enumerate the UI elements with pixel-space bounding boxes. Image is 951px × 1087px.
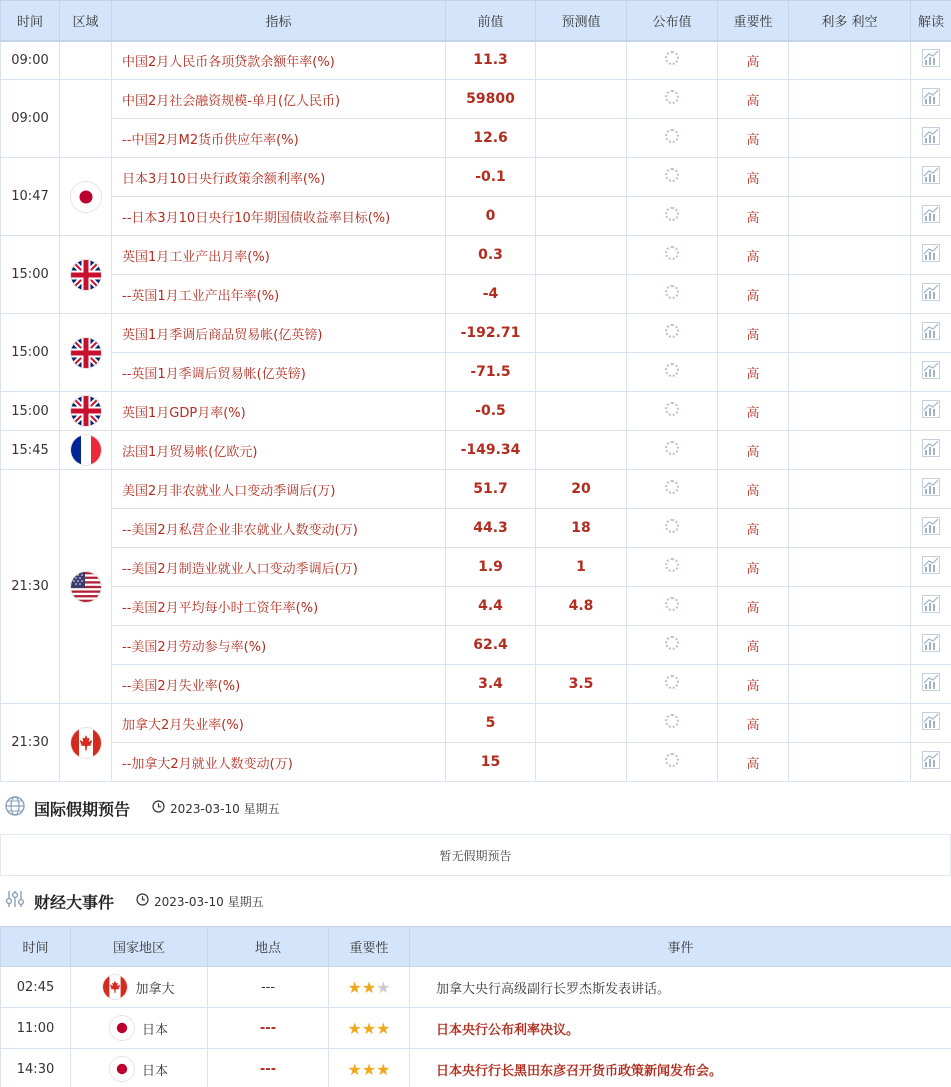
region-cell (60, 392, 112, 431)
canada-flag-icon (71, 728, 101, 758)
event-importance-stars (329, 967, 410, 1008)
chart-icon[interactable] (921, 126, 941, 150)
loading-spinner-icon (665, 285, 679, 299)
importance-value: 高 (718, 236, 789, 275)
indicator-link[interactable]: 中国2月社会融资规模-单月(亿人民币) (112, 80, 446, 119)
previous-value: 11.3 (446, 41, 536, 80)
previous-value: -4 (446, 275, 536, 314)
star-icon: ★ (347, 1059, 362, 1079)
analysis-cell[interactable] (911, 353, 951, 392)
bull-bear-cell (789, 587, 911, 626)
holiday-empty-box (0, 834, 951, 876)
event-row (1, 1049, 951, 1087)
importance-value: 高 (718, 197, 789, 236)
importance-value: 高 (718, 704, 789, 743)
events-title: 财经大事件 (34, 892, 115, 912)
loading-spinner-icon (665, 324, 679, 338)
event-time: 15:00 (1, 392, 60, 431)
region-cell (60, 704, 112, 782)
col-bull-bear: 利多 利空 (789, 1, 911, 41)
event-region (71, 1016, 207, 1040)
event-location: --- (208, 1049, 329, 1087)
calendar-row (1, 41, 951, 80)
actual-cell (627, 314, 718, 353)
calendar-row (1, 626, 951, 665)
chart-icon[interactable] (921, 750, 941, 774)
analysis-cell[interactable] (911, 665, 951, 704)
event-importance-stars (329, 1049, 410, 1087)
star-icon: ★ (361, 1018, 377, 1038)
previous-value: 51.7 (446, 470, 536, 509)
bull-bear-cell (789, 80, 911, 119)
indicator-link[interactable]: 法国1月贸易帐(亿欧元) (112, 431, 446, 470)
bull-bear-cell (789, 236, 911, 275)
japan-flag-icon (110, 1016, 134, 1040)
event-row (1, 1008, 951, 1049)
indicator-link[interactable]: --美国2月私营企业非农就业人数变动(万) (112, 509, 446, 548)
loading-spinner-icon (665, 480, 679, 494)
col-actual: 公布值 (627, 1, 718, 41)
bull-bear-cell (789, 626, 911, 665)
importance-value: 高 (718, 509, 789, 548)
event-location: --- (208, 1008, 329, 1049)
previous-value: 62.4 (446, 626, 536, 665)
bull-bear-cell (789, 665, 911, 704)
bull-bear-cell (789, 470, 911, 509)
calendar-row (1, 392, 951, 431)
loading-spinner-icon (665, 129, 679, 143)
loading-spinner-icon (665, 636, 679, 650)
previous-value: -0.5 (446, 392, 536, 431)
forecast-value: 1 (536, 548, 627, 587)
event-importance-stars (329, 1008, 410, 1049)
loading-spinner-icon (665, 168, 679, 182)
forecast-value (536, 353, 627, 392)
previous-value: -71.5 (446, 353, 536, 392)
event-region-cell (71, 1049, 208, 1087)
indicator-link[interactable]: --美国2月失业率(%) (112, 665, 446, 704)
event-region-cell (71, 1008, 208, 1049)
region-cell (60, 158, 112, 236)
col-importance: 重要性 (718, 1, 789, 41)
indicator-link[interactable]: --中国2月M2货币供应年率(%) (112, 119, 446, 158)
forecast-value (536, 119, 627, 158)
importance-value: 高 (718, 431, 789, 470)
region-cell (60, 236, 112, 314)
col-forecast: 预测值 (536, 1, 627, 41)
usa-flag-icon (71, 572, 101, 602)
indicator-link[interactable]: 英国1月工业产出月率(%) (112, 236, 446, 275)
analysis-cell[interactable] (911, 119, 951, 158)
analysis-cell[interactable] (911, 41, 951, 80)
importance-value: 高 (718, 314, 789, 353)
event-region (71, 1057, 207, 1081)
analysis-cell[interactable] (911, 392, 951, 431)
chart-icon[interactable] (921, 711, 941, 735)
importance-value: 高 (718, 392, 789, 431)
actual-cell (627, 548, 718, 587)
chart-icon[interactable] (921, 438, 941, 462)
indicator-link[interactable]: --英国1月季调后贸易帐(亿英镑) (112, 353, 446, 392)
previous-value: 0 (446, 197, 536, 236)
forecast-value (536, 392, 627, 431)
actual-cell (627, 80, 718, 119)
previous-value: 0.3 (446, 236, 536, 275)
calendar-row (1, 665, 951, 704)
calendar-row (1, 158, 951, 197)
analysis-cell[interactable] (911, 509, 951, 548)
event-region-name: 加拿大 (135, 981, 175, 997)
region-cell (60, 314, 112, 392)
bull-bear-cell (789, 743, 911, 782)
forecast-value: 20 (536, 470, 627, 509)
indicator-link[interactable]: 日本3月10日央行政策余额利率(%) (112, 158, 446, 197)
holiday-section-header (0, 782, 951, 834)
importance-value: 高 (718, 626, 789, 665)
forecast-value (536, 314, 627, 353)
loading-spinner-icon (665, 675, 679, 689)
forecast-value (536, 80, 627, 119)
calendar-row (1, 275, 951, 314)
forecast-value (536, 197, 627, 236)
indicator-link[interactable]: --日本3月10日央行10年期国债收益率目标(%) (112, 197, 446, 236)
event-time: 15:00 (1, 236, 60, 314)
previous-value: 5 (446, 704, 536, 743)
indicator-link[interactable]: --美国2月平均每小时工资年率(%) (112, 587, 446, 626)
calendar-row (1, 314, 951, 353)
holiday-title: 国际假期预告 (34, 799, 131, 819)
col-analysis: 解读 (911, 1, 951, 41)
ev-col-time: 时间 (1, 927, 71, 967)
bull-bear-cell (789, 119, 911, 158)
chart-icon[interactable] (921, 672, 941, 696)
star-icon: ★ (376, 1059, 391, 1079)
forecast-value (536, 743, 627, 782)
bull-bear-cell (789, 197, 911, 236)
chart-icon[interactable] (921, 633, 941, 657)
analysis-cell[interactable] (911, 587, 951, 626)
forecast-value (536, 704, 627, 743)
calendar-row (1, 470, 951, 509)
col-indicator: 指标 (112, 1, 446, 41)
analysis-cell[interactable] (911, 704, 951, 743)
loading-spinner-icon (665, 753, 679, 767)
importance-value: 高 (718, 665, 789, 704)
loading-spinner-icon (665, 207, 679, 221)
region-cell (60, 41, 112, 80)
loading-spinner-icon (665, 441, 679, 455)
analysis-cell[interactable] (911, 158, 951, 197)
loading-spinner-icon (665, 558, 679, 572)
ev-col-location: 地点 (208, 927, 329, 967)
calendar-header-row (1, 1, 951, 41)
event-time: 21:30 (1, 470, 60, 704)
calendar-row (1, 119, 951, 158)
uk-flag-icon (71, 338, 101, 368)
calendar-row (1, 587, 951, 626)
chart-icon[interactable] (921, 48, 941, 72)
forecast-value (536, 431, 627, 470)
actual-cell (627, 509, 718, 548)
event-description: 日本央行公布利率决议。 (410, 1008, 951, 1049)
chart-icon[interactable] (921, 165, 941, 189)
indicator-link[interactable]: 英国1月季调后商品贸易帐(亿英镑) (112, 314, 446, 353)
chart-icon[interactable] (921, 594, 941, 618)
events-header-row (1, 927, 951, 967)
region-cell (60, 431, 112, 470)
bull-bear-cell (789, 314, 911, 353)
analysis-cell[interactable] (911, 743, 951, 782)
forecast-value: 4.8 (536, 587, 627, 626)
importance-value: 高 (718, 80, 789, 119)
analysis-cell[interactable] (911, 548, 951, 587)
previous-value: 4.4 (446, 587, 536, 626)
importance-value: 高 (718, 119, 789, 158)
event-region-cell (71, 967, 208, 1008)
event-region-name: 日本 (141, 1063, 168, 1079)
region-cell (60, 80, 112, 158)
event-time: 10:47 (1, 158, 60, 236)
loading-spinner-icon (665, 402, 679, 416)
bull-bear-cell (789, 548, 911, 587)
event-location: --- (208, 967, 329, 1008)
forecast-value (536, 236, 627, 275)
loading-spinner-icon (665, 363, 679, 377)
indicator-link[interactable]: 中国2月人民币各项贷款余额年率(%) (112, 41, 446, 80)
forecast-value: 18 (536, 509, 627, 548)
calendar-row (1, 743, 951, 782)
actual-cell (627, 587, 718, 626)
indicator-link[interactable]: --英国1月工业产出年率(%) (112, 275, 446, 314)
chart-icon[interactable] (921, 321, 941, 345)
star-icon: ★ (376, 1018, 391, 1038)
chart-icon[interactable] (921, 204, 941, 228)
actual-cell (627, 236, 718, 275)
forecast-value (536, 275, 627, 314)
previous-value: 12.6 (446, 119, 536, 158)
clock-icon (136, 893, 149, 910)
calendar-row (1, 548, 951, 587)
actual-cell (627, 392, 718, 431)
previous-value: -149.34 (446, 431, 536, 470)
analysis-cell[interactable] (911, 236, 951, 275)
actual-cell (627, 41, 718, 80)
calendar-row (1, 197, 951, 236)
chart-icon[interactable] (921, 555, 941, 579)
importance-value: 高 (718, 158, 789, 197)
star-icon: ★ (361, 977, 377, 997)
star-icon: ★ (361, 1059, 377, 1079)
events-date: 2023-03-10 星期五 (154, 894, 264, 909)
events-section-header (0, 876, 951, 926)
actual-cell (627, 626, 718, 665)
chart-icon[interactable] (921, 243, 941, 267)
col-region: 区域 (60, 1, 112, 41)
calendar-row (1, 704, 951, 743)
bull-bear-cell (789, 509, 911, 548)
loading-spinner-icon (665, 51, 679, 65)
event-time: 21:30 (1, 704, 60, 782)
chart-icon[interactable] (921, 282, 941, 306)
event-description: 日本央行行长黑田东彦召开货币政策新闻发布会。 (410, 1049, 951, 1087)
ev-col-region: 国家地区 (71, 927, 208, 967)
indicator-link[interactable]: --加拿大2月就业人数变动(万) (112, 743, 446, 782)
previous-value: 15 (446, 743, 536, 782)
event-region (71, 975, 207, 999)
globe-icon (4, 795, 26, 821)
event-time: 11:00 (1, 1008, 71, 1049)
importance-value: 高 (718, 275, 789, 314)
event-region-name: 日本 (141, 1022, 168, 1038)
bull-bear-cell (789, 275, 911, 314)
chart-icon[interactable] (921, 87, 941, 111)
chart-icon[interactable] (921, 360, 941, 384)
bull-bear-cell (789, 431, 911, 470)
calendar-row (1, 431, 951, 470)
actual-cell (627, 470, 718, 509)
indicator-link[interactable]: --美国2月制造业就业人口变动季调后(万) (112, 548, 446, 587)
actual-cell (627, 119, 718, 158)
holiday-empty-text: 暂无假期预告 (439, 848, 512, 863)
calendar-row (1, 353, 951, 392)
actual-cell (627, 743, 718, 782)
calendar-row (1, 509, 951, 548)
japan-flag-icon (71, 182, 101, 212)
event-time: 09:00 (1, 80, 60, 158)
forecast-value (536, 626, 627, 665)
previous-value: 3.4 (446, 665, 536, 704)
uk-flag-icon (71, 260, 101, 290)
japan-flag-icon (110, 1057, 134, 1081)
forecast-value (536, 158, 627, 197)
holiday-date: 2023-03-10 星期五 (170, 801, 280, 816)
bull-bear-cell (789, 158, 911, 197)
previous-value: -0.1 (446, 158, 536, 197)
indicator-link[interactable]: 美国2月非农就业人口变动季调后(万) (112, 470, 446, 509)
clock-icon (152, 800, 165, 817)
actual-cell (627, 431, 718, 470)
indicator-link[interactable]: 英国1月GDP月率(%) (112, 392, 446, 431)
actual-cell (627, 275, 718, 314)
analysis-cell[interactable] (911, 275, 951, 314)
ev-col-importance: 重要性 (329, 927, 410, 967)
chart-icon[interactable] (921, 516, 941, 540)
calendar-row (1, 80, 951, 119)
analysis-cell[interactable] (911, 626, 951, 665)
indicator-link[interactable]: 加拿大2月失业率(%) (112, 704, 446, 743)
event-time: 09:00 (1, 41, 60, 80)
event-description: 加拿大央行高级副行长罗杰斯发表讲话。 (410, 967, 951, 1008)
actual-cell (627, 353, 718, 392)
bull-bear-cell (789, 704, 911, 743)
event-time: 02:45 (1, 967, 71, 1008)
event-time: 15:45 (1, 431, 60, 470)
analysis-cell[interactable] (911, 470, 951, 509)
col-time: 时间 (1, 1, 60, 41)
sliders-icon (4, 888, 26, 914)
uk-flag-icon (71, 396, 101, 426)
analysis-cell[interactable] (911, 431, 951, 470)
france-flag-icon (71, 435, 101, 465)
col-previous: 前值 (446, 1, 536, 41)
forecast-value (536, 41, 627, 80)
previous-value: 59800 (446, 80, 536, 119)
star-icon: ★ (376, 977, 391, 997)
event-row (1, 967, 951, 1008)
loading-spinner-icon (665, 90, 679, 104)
ev-col-event: 事件 (410, 927, 951, 967)
loading-spinner-icon (665, 246, 679, 260)
loading-spinner-icon (665, 519, 679, 533)
star-icon: ★ (347, 1018, 362, 1038)
actual-cell (627, 158, 718, 197)
importance-value: 高 (718, 548, 789, 587)
bull-bear-cell (789, 41, 911, 80)
importance-value: 高 (718, 353, 789, 392)
importance-value: 高 (718, 470, 789, 509)
actual-cell (627, 704, 718, 743)
event-time: 15:00 (1, 314, 60, 392)
canada-flag-icon (103, 975, 127, 999)
star-icon: ★ (347, 977, 362, 997)
bull-bear-cell (789, 353, 911, 392)
importance-value: 高 (718, 41, 789, 80)
region-cell (60, 470, 112, 704)
importance-value: 高 (718, 743, 789, 782)
chart-icon[interactable] (921, 399, 941, 423)
previous-value: -192.71 (446, 314, 536, 353)
bull-bear-cell (789, 392, 911, 431)
actual-cell (627, 665, 718, 704)
loading-spinner-icon (665, 597, 679, 611)
analysis-cell[interactable] (911, 197, 951, 236)
previous-value: 1.9 (446, 548, 536, 587)
calendar-row (1, 236, 951, 275)
previous-value: 44.3 (446, 509, 536, 548)
analysis-cell[interactable] (911, 80, 951, 119)
indicator-link[interactable]: --美国2月劳动参与率(%) (112, 626, 446, 665)
importance-value: 高 (718, 587, 789, 626)
loading-spinner-icon (665, 714, 679, 728)
event-time: 14:30 (1, 1049, 71, 1087)
chart-icon[interactable] (921, 477, 941, 501)
forecast-value: 3.5 (536, 665, 627, 704)
events-table (0, 926, 951, 1087)
actual-cell (627, 197, 718, 236)
analysis-cell[interactable] (911, 314, 951, 353)
